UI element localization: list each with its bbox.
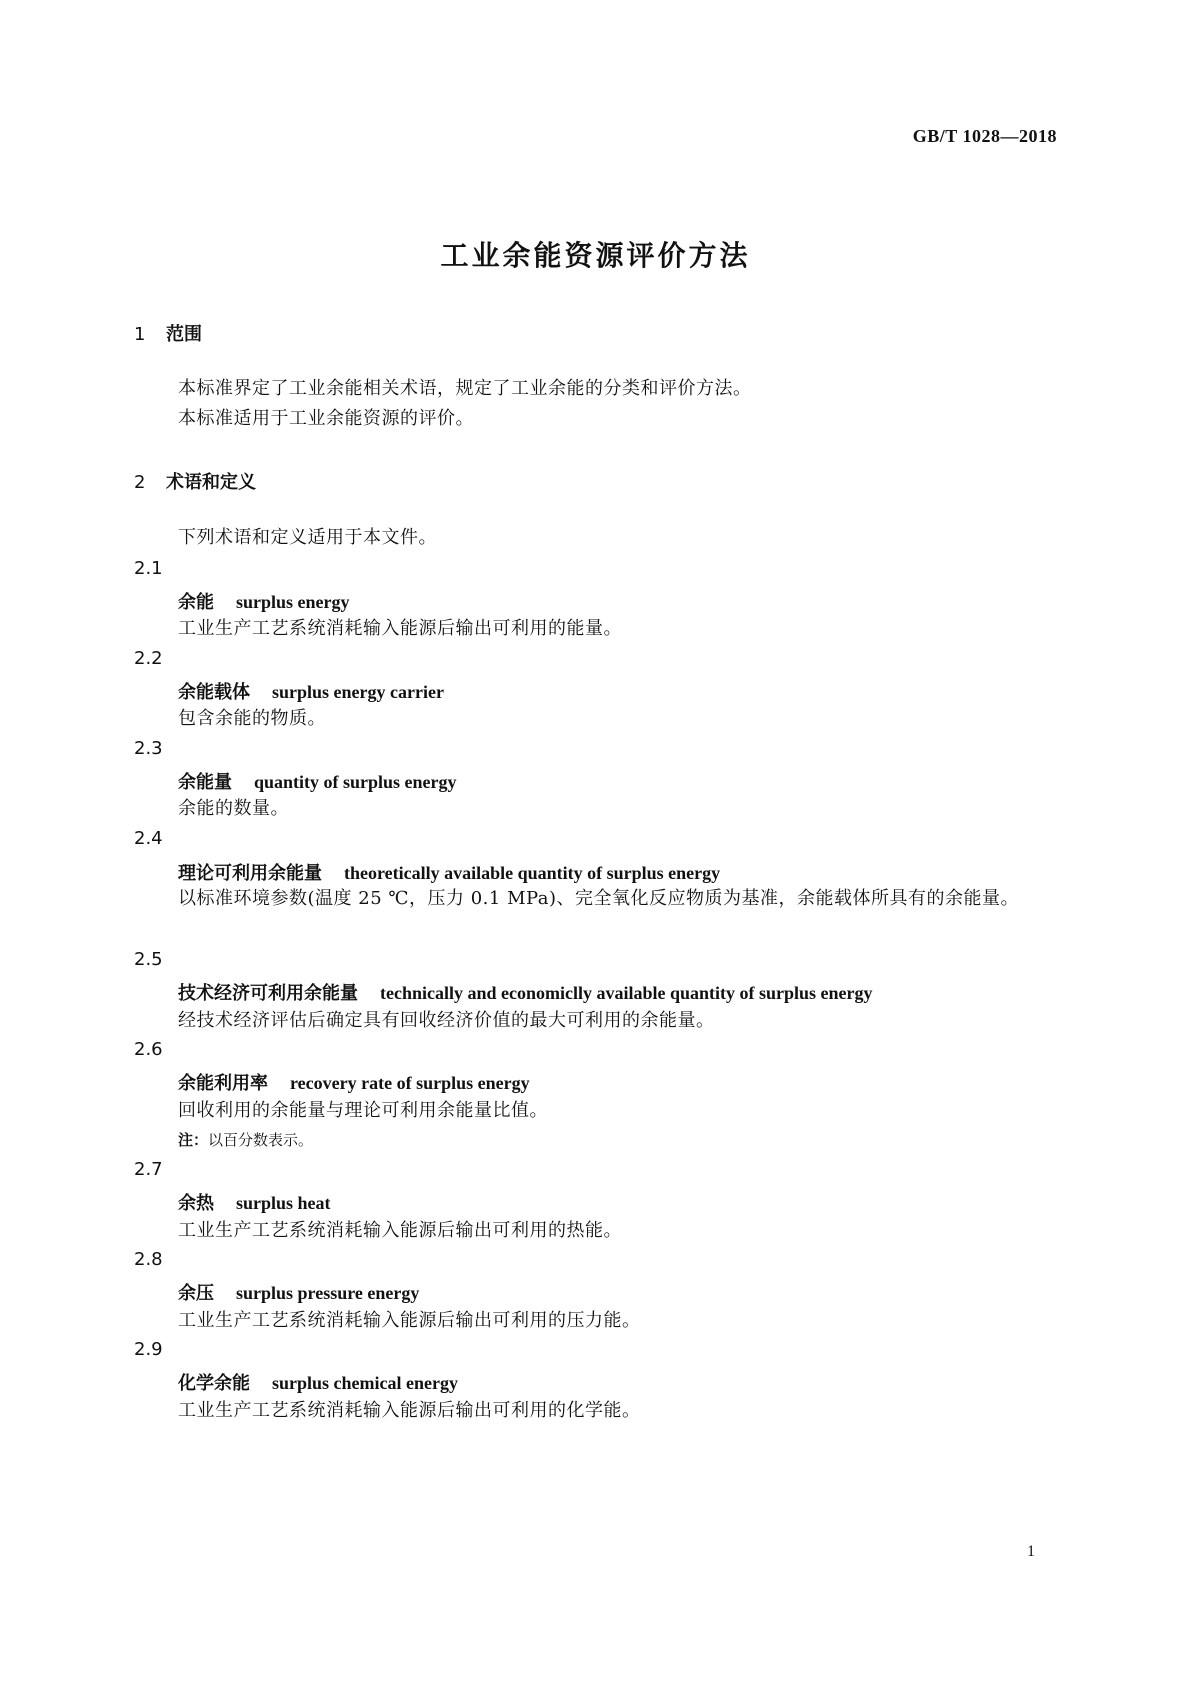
terms-intro-paragraph: 下列术语和定义适用于本文件。 xyxy=(178,527,437,548)
term-en: surplus energy carrier xyxy=(272,682,444,702)
term-zh: 余热 xyxy=(178,1193,214,1214)
scope-paragraph-2: 本标准适用于工业余能资源的评价。 xyxy=(178,408,474,429)
clause-number: 2.8 xyxy=(134,1249,163,1270)
note-text: 以百分数表示。 xyxy=(208,1131,314,1149)
term-en: surplus pressure energy xyxy=(236,1283,420,1303)
term-entry xyxy=(178,1069,530,1095)
page-number: 1 xyxy=(1027,1543,1035,1560)
term-zh: 余能量 xyxy=(178,772,232,793)
term-entry xyxy=(178,1279,419,1305)
term-en: technically and economiclly available quantity of surplus energy xyxy=(380,983,873,1003)
term-definition: 余能的数量。 xyxy=(178,798,289,819)
term-entry xyxy=(178,859,720,885)
term-entry xyxy=(178,979,873,1005)
term-definition: 工业生产工艺系统消耗输入能源后输出可利用的能量。 xyxy=(178,618,622,639)
term-en: surplus heat xyxy=(236,1193,331,1213)
section-heading-terms xyxy=(134,468,256,494)
term-entry xyxy=(178,768,457,794)
section-number: 1 xyxy=(134,324,146,345)
clause-number: 2.7 xyxy=(134,1159,163,1180)
note-label: 注： xyxy=(178,1131,209,1149)
term-en: surplus energy xyxy=(236,592,350,612)
clause-number: 2.2 xyxy=(134,648,163,669)
term-entry xyxy=(178,588,350,614)
document-title: 工业余能资源评价方法 xyxy=(440,239,751,272)
clause-number: 2.9 xyxy=(134,1339,163,1360)
term-en: quantity of surplus energy xyxy=(254,772,457,792)
term-en: recovery rate of surplus energy xyxy=(290,1073,530,1093)
term-zh: 余压 xyxy=(178,1283,214,1304)
clause-number: 2.4 xyxy=(134,828,163,849)
term-entry xyxy=(178,678,444,704)
term-definition: 经技术经济评估后确定具有回收经济价值的最大可利用的余能量。 xyxy=(178,1010,715,1031)
clause-number: 2.3 xyxy=(134,738,163,759)
term-definition: 以标准环境参数(温度 25 ℃，压力 0.1 MPa)、完全氧化反应物质为基准，余能载体所具有的余能量。 xyxy=(178,888,1020,909)
clause-number: 2.1 xyxy=(134,558,163,579)
term-zh: 余能载体 xyxy=(178,682,250,703)
term-definition: 回收利用的余能量与理论可利用余能量比值。 xyxy=(178,1100,548,1121)
term-zh: 技术经济可利用余能量 xyxy=(178,983,358,1004)
term-zh: 化学余能 xyxy=(178,1373,250,1394)
term-note xyxy=(178,1129,313,1150)
term-definition: 工业生产工艺系统消耗输入能源后输出可利用的化学能。 xyxy=(178,1400,641,1421)
term-en: theoretically available quantity of surplus energy xyxy=(344,863,721,883)
term-definition: 包含余能的物质。 xyxy=(178,708,326,729)
term-zh: 余能 xyxy=(178,592,214,613)
term-definition: 工业生产工艺系统消耗输入能源后输出可利用的热能。 xyxy=(178,1220,622,1241)
term-zh: 余能利用率 xyxy=(178,1073,268,1094)
term-en: surplus chemical energy xyxy=(272,1373,458,1393)
section-heading-scope xyxy=(134,320,202,346)
term-entry xyxy=(178,1189,331,1215)
clause-number: 2.5 xyxy=(134,949,163,970)
scope-paragraph-1: 本标准界定了工业余能相关术语，规定了工业余能的分类和评价方法。 xyxy=(178,378,752,399)
section-title: 范围 xyxy=(166,324,202,345)
term-entry xyxy=(178,1369,458,1395)
standard-code: GB/T 1028—2018 xyxy=(912,126,1057,146)
term-definition: 工业生产工艺系统消耗输入能源后输出可利用的压力能。 xyxy=(178,1310,641,1331)
section-number: 2 xyxy=(134,472,146,493)
clause-number: 2.6 xyxy=(134,1039,163,1060)
term-zh: 理论可利用余能量 xyxy=(178,863,322,884)
section-title: 术语和定义 xyxy=(166,472,256,493)
